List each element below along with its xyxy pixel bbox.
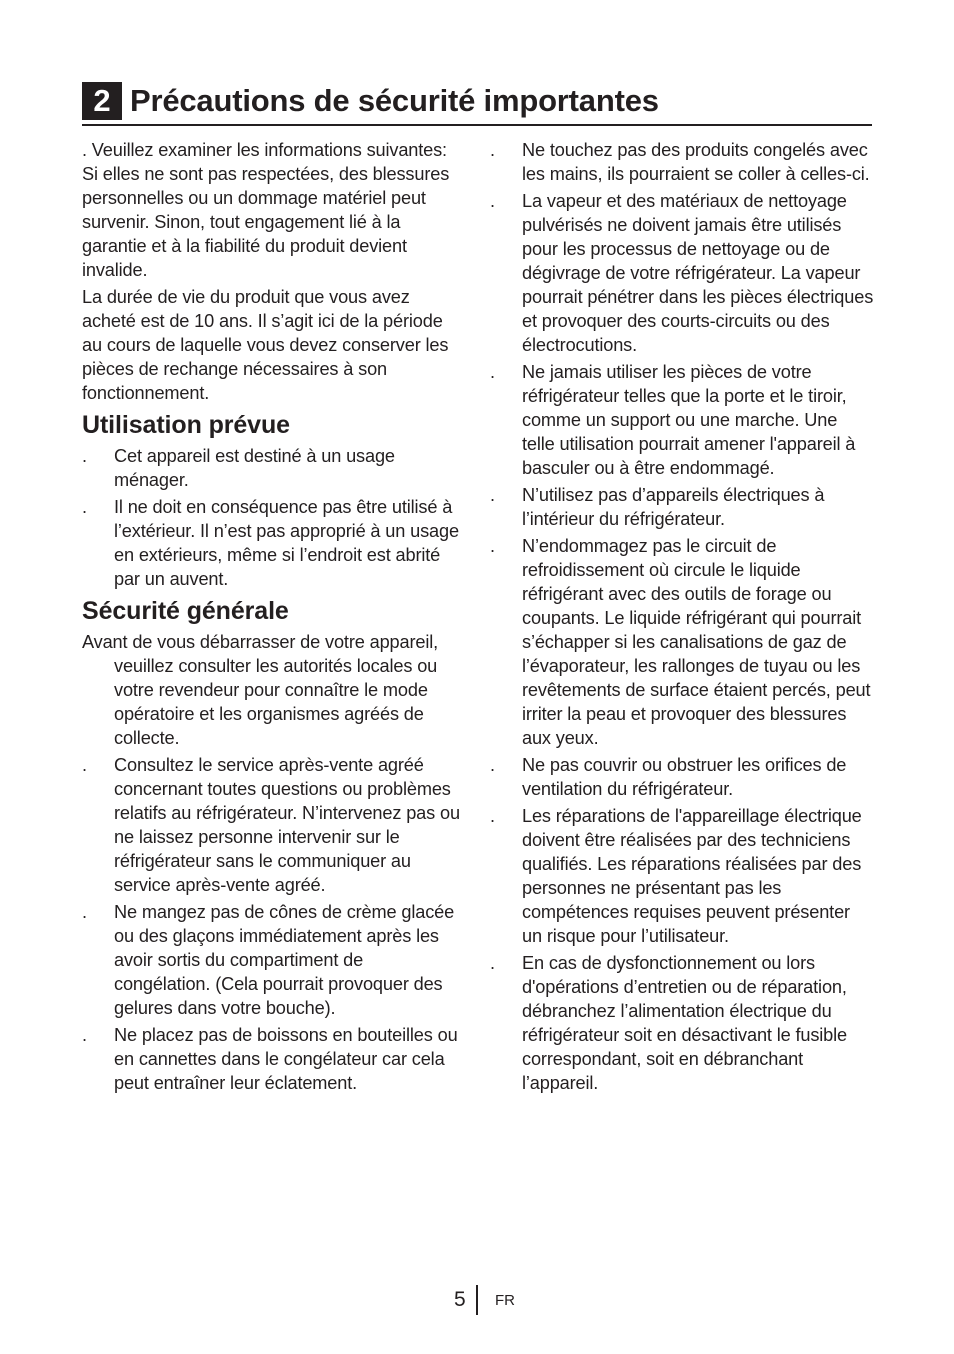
bullet-mark: . — [82, 755, 87, 775]
list-item — [490, 360, 874, 480]
bullet-mark: . — [490, 140, 495, 160]
list-item — [82, 495, 462, 591]
usage-heading: Utilisation prévue — [82, 411, 290, 439]
list-item — [490, 189, 874, 357]
list-item-text: Les réparations de l'appareillage électrique doivent être réalisées par des techniciens qualifiés. Les réparations réalisées par des personnes ne présentant pas les compétences requises peuvent présenter un risque pour l’utilisateur. — [522, 806, 862, 946]
list-item — [490, 138, 874, 186]
page-number: 5 — [454, 1288, 466, 1311]
list-item-text: N’utilisez pas d’appareils électriques à l’intérieur du réfrigérateur. — [522, 485, 825, 529]
list-item — [82, 900, 462, 1020]
list-item — [82, 1023, 462, 1095]
list-item-text: En cas de dysfonctionnement ou lors d'opérations d’entretien ou de réparation, débranchez l’alimentation électrique du réfrigérateur soit en désactivant le fusible correspondant, soit en débranchant l’appareil. — [522, 953, 847, 1093]
list-item-text: La vapeur et des matériaux de nettoyage pulvérisés ne doivent jamais être utilisés pour les processus de nettoyage ou de dégivrage de votre réfrigérateur. La vapeur pourrait pénétrer dans les pièces électriques et provoquer des courts-circuits ou des électrocutions. — [522, 191, 874, 355]
bullet-mark: . — [490, 755, 495, 775]
bullet-mark: . — [490, 536, 495, 556]
footer-divider — [476, 1285, 478, 1315]
list-item — [490, 753, 874, 801]
list-item-text: Ne mangez pas de cônes de crème glacée ou des glaçons immédiatement après les avoir sortis du compartiment de congélation. (Cela pourrait provoquer des gelures dans votre bouche). — [114, 902, 455, 1018]
bullet-mark: . — [490, 362, 495, 382]
language-code: FR — [495, 1292, 515, 1309]
disposal-paragraph: Avant de vous débarrasser de votre appareil, veuillez consulter les autorités locales ou votre revendeur pour connaître le mode opératoire et les organismes agréés de collecte. — [82, 632, 439, 748]
list-item-text: Cet appareil est destiné à un usage ménager. — [114, 446, 395, 490]
list-item — [82, 444, 462, 492]
right-column — [490, 138, 874, 1098]
bullet-mark: . — [82, 902, 87, 922]
list-item — [490, 483, 874, 531]
list-item-text: Consultez le service après-vente agréé concernant toutes questions ou problèmes relatifs au réfrigérateur. N’intervenez pas ou ne laissez personne intervenir sur le réfrigérateur sans le communiquer au service après-vente agréé. — [114, 755, 460, 895]
list-item — [82, 753, 462, 897]
section-number-badge: 2 — [82, 82, 122, 120]
bullet-mark: . — [82, 497, 87, 517]
safety-heading: Sécurité générale — [82, 597, 289, 625]
bullet-mark: . — [490, 806, 495, 826]
page-footer — [0, 1285, 954, 1315]
bullet-mark: . — [490, 953, 495, 973]
bullet-mark: . — [490, 191, 495, 211]
list-item-text: Ne jamais utiliser les pièces de votre réfrigérateur telles que la porte et le tiroir, comme un support ou une marche. Une telle utilisation pourrait amener l'appareil à basculer ou à être endommagé. — [522, 362, 856, 478]
left-column — [82, 138, 462, 1098]
bullet-mark: . — [490, 485, 495, 505]
list-item-text: Il ne doit en conséquence pas être utilisé à l’extérieur. Il n’est pas approprié à un usage en extérieurs, même si l’endroit est abrité par un auvent. — [114, 497, 459, 589]
list-item — [490, 804, 874, 948]
intro-paragraph: . Veuillez examiner les informations suivantes: Si elles ne sont pas respectées, des blessures personnelles ou un dommage matériel peut survenir. Sinon, tout engagement lié à la garantie et à la fiabilité du produit devient invalide. — [82, 140, 450, 280]
page-title: Précautions de sécurité importantes — [130, 83, 659, 118]
list-item-text: N’endommagez pas le circuit de refroidissement où circule le liquide réfrigérant avec des outils de forage ou coupants. Le liquide réfrigérant qui pourrait s’échapper si les canalisations de gaz de l’évaporateur, les rallonges de tuyau ou les revêtements de surface étaient percés, peut irriter la peau et provoquer des blessures aux yeux. — [522, 536, 871, 748]
bullet-mark: . — [82, 1025, 87, 1045]
section-header — [82, 80, 872, 126]
list-item — [490, 534, 874, 750]
list-item-text: Ne touchez pas des produits congelés avec les mains, ils pourraient se coller à celles-ci. — [522, 140, 870, 184]
bullet-mark: . — [82, 446, 87, 466]
list-item-text: Ne pas couvrir ou obstruer les orifices de ventilation du réfrigérateur. — [522, 755, 847, 799]
list-item — [490, 951, 874, 1095]
list-item-text: Ne placez pas de boissons en bouteilles ou en cannettes dans le congélateur car cela peut entraîner leur éclatement. — [114, 1025, 458, 1093]
lifetime-paragraph: La durée de vie du produit que vous avez acheté est de 10 ans. Il s’agit ici de la période au cours de laquelle vous devez conserver les pièces de rechange nécessaires à son fonctionnement. — [82, 287, 449, 403]
